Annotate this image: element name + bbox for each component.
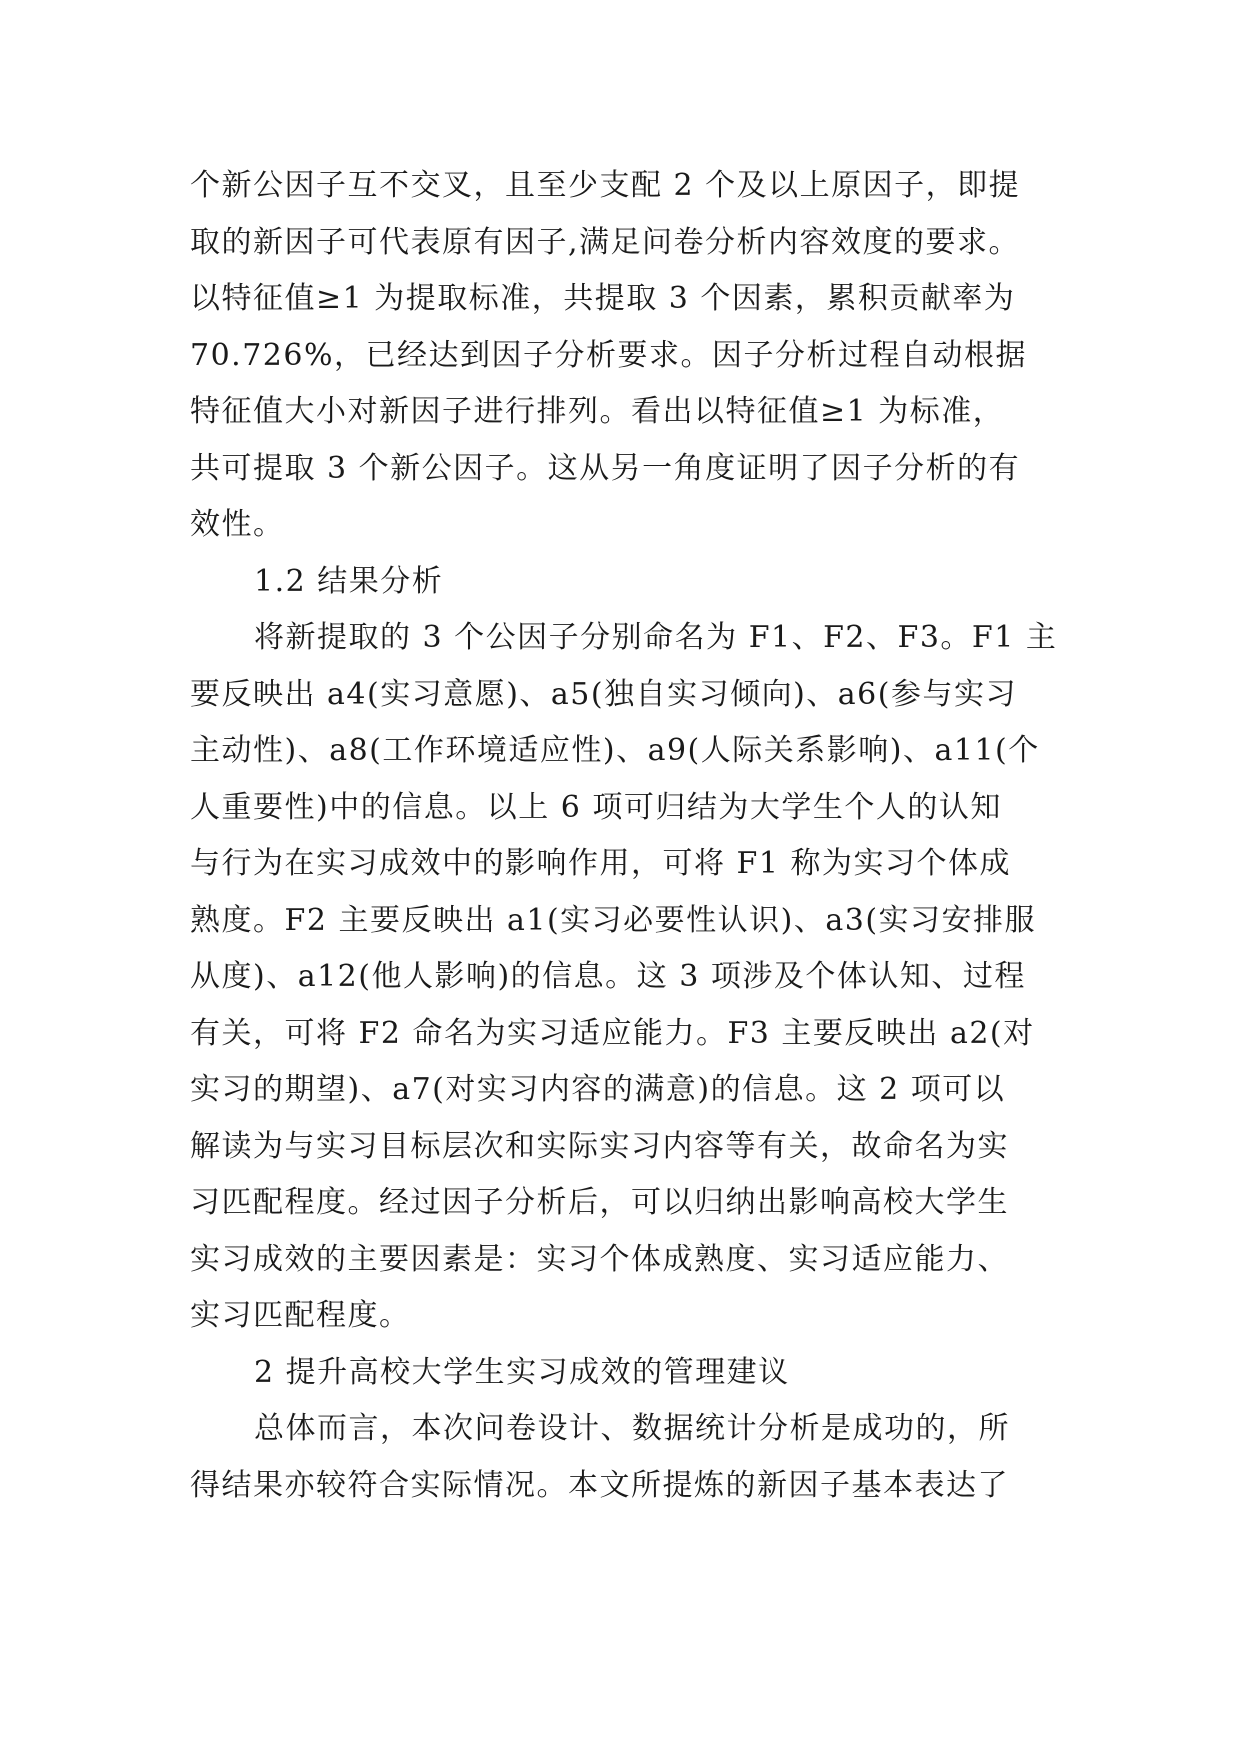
text-line: 以特征值≥1 为提取标准，共提取 3 个因素，累积贡献率为 xyxy=(190,281,1016,316)
text-line: 主动性)、a8(工作环境适应性)、a9(人际关系影响)、a11(个 xyxy=(190,733,1040,768)
text-line: 个新公因子互不交叉，且至少支配 2 个及以上原因子，即提 xyxy=(190,168,1021,203)
text-line: 1.2 结果分析 xyxy=(254,563,444,599)
text-line: 实习的期望)、a7(对实习内容的满意)的信息。这 2 项可以 xyxy=(190,1072,1006,1107)
text-line: 要反映出 a4(实习意愿)、a5(独自实习倾向)、a6(参与实习 xyxy=(190,676,1017,712)
text-line: 从度)、a12(他人影响)的信息。这 3 项涉及个体认知、过程 xyxy=(190,959,1026,994)
text-line: 取的新因子可代表原有因子,满足问卷分析内容效度的要求。 xyxy=(190,224,1021,260)
text-line: 人重要性)中的信息。以上 6 项可归结为大学生个人的认知 xyxy=(190,789,1002,825)
text-line: 习匹配程度。经过因子分析后，可以归纳出影响高校大学生 xyxy=(190,1185,1009,1220)
text-line: 熟度。F2 主要反映出 a1(实习必要性认识)、a3(实习安排服 xyxy=(190,902,1037,938)
text-line: 与行为在实习成效中的影响作用，可将 F1 称为实习个体成 xyxy=(190,846,1011,881)
body-text xyxy=(190,158,1090,1514)
text-line: 实习匹配程度。 xyxy=(190,1298,411,1333)
text-line: 特征值大小对新因子进行排列。看出以特征值≥1 为标准， xyxy=(190,394,1005,429)
text-line: 解读为与实习目标层次和实际实习内容等有关，故命名为实 xyxy=(190,1128,1009,1164)
text-line: 2 提升高校大学生实习成效的管理建议 xyxy=(254,1354,790,1390)
text-line: 总体而言，本次问卷设计、数据统计分析是成功的，所 xyxy=(254,1411,1010,1446)
text-line: 效性。 xyxy=(190,507,285,542)
text-line: 实习成效的主要因素是：实习个体成熟度、实习适应能力、 xyxy=(190,1241,1009,1277)
text-line: 有关，可将 F2 命名为实习适应能力。F3 主要反映出 a2(对 xyxy=(190,1015,1035,1051)
text-line: 70.726%，已经达到因子分析要求。因子分析过程自动根据 xyxy=(190,337,1027,373)
text-line: 得结果亦较符合实际情况。本文所提炼的新因子基本表达了 xyxy=(190,1467,1009,1503)
text-line: 将新提取的 3 个公因子分别命名为 F1、F2、F3。F1 主 xyxy=(254,620,1058,655)
text-line: 共可提取 3 个新公因子。这从另一角度证明了因子分析的有 xyxy=(190,450,1021,486)
